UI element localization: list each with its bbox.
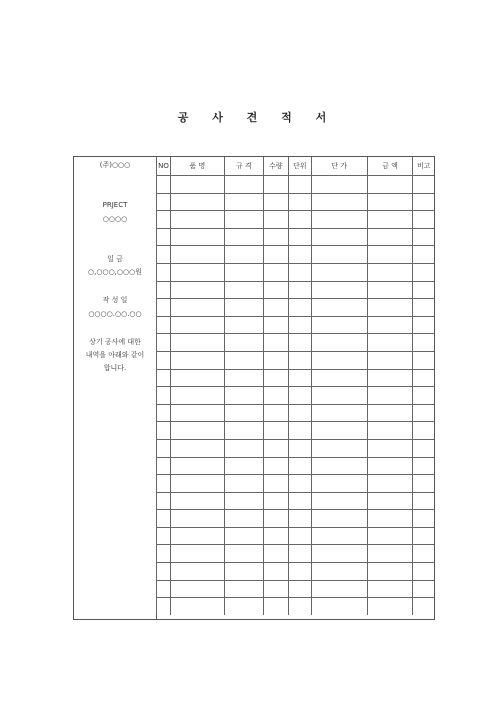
table-cell[interactable] <box>224 334 263 352</box>
summary-panel <box>74 157 157 619</box>
table-cell[interactable] <box>224 580 263 598</box>
table-cell[interactable] <box>288 475 311 493</box>
table-cell[interactable] <box>311 211 367 229</box>
table-cell[interactable] <box>263 387 288 405</box>
table-cell[interactable] <box>263 475 288 493</box>
table-cell[interactable] <box>170 510 224 528</box>
table-cell[interactable] <box>288 439 311 457</box>
table-cell[interactable] <box>367 439 413 457</box>
table-cell[interactable] <box>288 598 311 615</box>
table-cell[interactable] <box>263 598 288 615</box>
table-cell[interactable] <box>288 176 311 194</box>
table-row <box>157 299 435 317</box>
table-row <box>157 492 435 510</box>
table-cell[interactable] <box>413 545 434 563</box>
note-line-1: 상기 공사에 대한 <box>89 338 141 346</box>
table-cell[interactable] <box>170 422 224 440</box>
table-cell[interactable] <box>224 281 263 299</box>
table-cell[interactable] <box>413 299 434 317</box>
table-cell[interactable] <box>263 193 288 211</box>
table-cell[interactable] <box>367 492 413 510</box>
table-cell[interactable] <box>224 316 263 334</box>
amount-value: ○,○○○,○○○원 <box>88 268 142 276</box>
table-cell[interactable] <box>288 422 311 440</box>
table-cell[interactable] <box>413 193 434 211</box>
table-row <box>157 598 435 615</box>
table-cell[interactable] <box>224 457 263 475</box>
table-cell[interactable] <box>157 422 171 440</box>
table-cell[interactable] <box>224 176 263 194</box>
table-cell[interactable] <box>157 193 171 211</box>
table-cell[interactable] <box>367 598 413 615</box>
table-cell[interactable] <box>157 334 171 352</box>
table-cell[interactable] <box>413 492 434 510</box>
table-cell[interactable] <box>311 316 367 334</box>
table-cell[interactable] <box>157 316 171 334</box>
table-cell[interactable] <box>367 228 413 246</box>
table-row <box>157 228 435 246</box>
table-row <box>157 369 435 387</box>
header-unit: 단위 <box>288 157 311 176</box>
table-cell[interactable] <box>224 545 263 563</box>
table-cell[interactable] <box>288 545 311 563</box>
table-cell[interactable] <box>170 457 224 475</box>
header-remarks: 비고 <box>413 157 434 176</box>
table-cell[interactable] <box>288 263 311 281</box>
table-cell[interactable] <box>263 263 288 281</box>
table-cell[interactable] <box>157 246 171 264</box>
estimate-table <box>156 157 434 615</box>
table-cell[interactable] <box>413 510 434 528</box>
document-title: 공 사 견 적 서 <box>177 111 337 124</box>
table-cell[interactable] <box>413 422 434 440</box>
table-cell[interactable] <box>367 545 413 563</box>
estimate-form <box>73 156 435 620</box>
table-cell[interactable] <box>288 404 311 422</box>
table-row <box>157 316 435 334</box>
table-cell[interactable] <box>413 263 434 281</box>
table-cell[interactable] <box>157 439 171 457</box>
table-cell[interactable] <box>367 281 413 299</box>
table-cell[interactable] <box>224 211 263 229</box>
table-cell[interactable] <box>367 527 413 545</box>
table-cell[interactable] <box>413 176 434 194</box>
table-cell[interactable] <box>170 598 224 615</box>
table-cell[interactable] <box>224 387 263 405</box>
table-cell[interactable] <box>367 369 413 387</box>
header-item-name: 품 명 <box>170 157 224 176</box>
table-cell[interactable] <box>263 211 288 229</box>
table-cell[interactable] <box>263 439 288 457</box>
table-cell[interactable] <box>288 281 311 299</box>
table-cell[interactable] <box>311 281 367 299</box>
table-cell[interactable] <box>224 228 263 246</box>
table-cell[interactable] <box>263 316 288 334</box>
table-cell[interactable] <box>288 387 311 405</box>
table-cell[interactable] <box>263 510 288 528</box>
table-cell[interactable] <box>170 475 224 493</box>
table-cell[interactable] <box>288 193 311 211</box>
table-cell[interactable] <box>413 439 434 457</box>
note-line-2: 내역을 아래와 같이 <box>85 351 145 359</box>
table-cell[interactable] <box>413 316 434 334</box>
table-cell[interactable] <box>413 387 434 405</box>
table-row <box>157 527 435 545</box>
table-cell[interactable] <box>413 404 434 422</box>
table-cell[interactable] <box>170 211 224 229</box>
table-cell[interactable] <box>288 492 311 510</box>
table-cell[interactable] <box>263 545 288 563</box>
table-cell[interactable] <box>311 439 367 457</box>
table-row <box>157 246 435 264</box>
table-cell[interactable] <box>263 299 288 317</box>
table-cell[interactable] <box>157 475 171 493</box>
header-unit-price: 단 가 <box>311 157 367 176</box>
table-cell[interactable] <box>157 263 171 281</box>
table-cell[interactable] <box>170 492 224 510</box>
table-cell[interactable] <box>311 422 367 440</box>
table-cell[interactable] <box>170 527 224 545</box>
table-row <box>157 334 435 352</box>
table-cell[interactable] <box>288 299 311 317</box>
table-cell[interactable] <box>367 387 413 405</box>
header-quantity: 수량 <box>263 157 288 176</box>
table-row <box>157 457 435 475</box>
table-cell[interactable] <box>413 598 434 615</box>
table-cell[interactable] <box>263 334 288 352</box>
table-cell[interactable] <box>224 563 263 581</box>
table-cell[interactable] <box>263 580 288 598</box>
table-cell[interactable] <box>263 422 288 440</box>
table-cell[interactable] <box>311 527 367 545</box>
table-cell[interactable] <box>224 404 263 422</box>
table-cell[interactable] <box>311 246 367 264</box>
table-cell[interactable] <box>288 510 311 528</box>
table-cell[interactable] <box>413 369 434 387</box>
table-cell[interactable] <box>367 334 413 352</box>
table-cell[interactable] <box>311 475 367 493</box>
table-cell[interactable] <box>288 316 311 334</box>
table-cell[interactable] <box>413 351 434 369</box>
table-cell[interactable] <box>170 193 224 211</box>
header-spec: 규 격 <box>224 157 263 176</box>
table-cell[interactable] <box>311 228 367 246</box>
table-cell[interactable] <box>367 422 413 440</box>
table-cell[interactable] <box>263 563 288 581</box>
table-cell[interactable] <box>367 316 413 334</box>
table-cell[interactable] <box>224 263 263 281</box>
table-row <box>157 545 435 563</box>
table-cell[interactable] <box>157 387 171 405</box>
table-row <box>157 563 435 581</box>
table-cell[interactable] <box>263 527 288 545</box>
table-cell[interactable] <box>413 580 434 598</box>
table-cell[interactable] <box>311 580 367 598</box>
table-cell[interactable] <box>157 563 171 581</box>
table-cell[interactable] <box>170 316 224 334</box>
table-row <box>157 580 435 598</box>
date-label: 작 성 일 <box>102 296 128 304</box>
table-row <box>157 422 435 440</box>
table-cell[interactable] <box>311 299 367 317</box>
table-cell[interactable] <box>288 527 311 545</box>
table-cell[interactable] <box>170 387 224 405</box>
table-cell[interactable] <box>157 598 171 615</box>
table-cell[interactable] <box>170 580 224 598</box>
table-cell[interactable] <box>224 527 263 545</box>
table-cell[interactable] <box>413 281 434 299</box>
table-cell[interactable] <box>311 263 367 281</box>
table-cell[interactable] <box>367 246 413 264</box>
date-value: ○○○○.○○.○○ <box>88 310 142 318</box>
table-cell[interactable] <box>413 211 434 229</box>
table-cell[interactable] <box>170 334 224 352</box>
table-cell[interactable] <box>288 334 311 352</box>
table-cell[interactable] <box>367 563 413 581</box>
table-cell[interactable] <box>367 404 413 422</box>
table-cell[interactable] <box>157 527 171 545</box>
table-cell[interactable] <box>367 510 413 528</box>
table-cell[interactable] <box>311 193 367 211</box>
table-cell[interactable] <box>288 580 311 598</box>
table-cell[interactable] <box>311 492 367 510</box>
table-cell[interactable] <box>170 369 224 387</box>
table-cell[interactable] <box>367 351 413 369</box>
table-cell[interactable] <box>224 439 263 457</box>
table-cell[interactable] <box>288 351 311 369</box>
table-cell[interactable] <box>263 457 288 475</box>
table-cell[interactable] <box>157 228 171 246</box>
table-cell[interactable] <box>288 246 311 264</box>
table-cell[interactable] <box>263 246 288 264</box>
table-cell[interactable] <box>170 176 224 194</box>
table-cell[interactable] <box>311 351 367 369</box>
table-cell[interactable] <box>157 457 171 475</box>
table-row <box>157 387 435 405</box>
table-row <box>157 510 435 528</box>
table-cell[interactable] <box>263 369 288 387</box>
table-cell[interactable] <box>263 228 288 246</box>
header-amount: 금 액 <box>367 157 413 176</box>
table-cell[interactable] <box>224 246 263 264</box>
table-cell[interactable] <box>367 263 413 281</box>
table-row <box>157 281 435 299</box>
table-cell[interactable] <box>413 527 434 545</box>
table-cell[interactable] <box>367 457 413 475</box>
table-cell[interactable] <box>311 598 367 615</box>
table-cell[interactable] <box>311 176 367 194</box>
table-cell[interactable] <box>224 492 263 510</box>
table-cell[interactable] <box>288 369 311 387</box>
table-cell[interactable] <box>157 545 171 563</box>
table-cell[interactable] <box>413 457 434 475</box>
table-cell[interactable] <box>170 246 224 264</box>
table-cell[interactable] <box>311 563 367 581</box>
table-cell[interactable] <box>157 351 171 369</box>
table-cell[interactable] <box>367 211 413 229</box>
table-row <box>157 176 435 194</box>
table-cell[interactable] <box>224 351 263 369</box>
table-cell[interactable] <box>224 193 263 211</box>
table-cell[interactable] <box>224 510 263 528</box>
table-cell[interactable] <box>311 369 367 387</box>
table-cell[interactable] <box>367 299 413 317</box>
table-cell[interactable] <box>157 299 171 317</box>
table-row <box>157 351 435 369</box>
table-cell[interactable] <box>367 176 413 194</box>
table-cell[interactable] <box>157 211 171 229</box>
table-cell[interactable] <box>170 299 224 317</box>
table-cell[interactable] <box>157 176 171 194</box>
note-line-3: 합니다. <box>103 364 127 372</box>
table-row <box>157 475 435 493</box>
table-cell[interactable] <box>170 563 224 581</box>
project-label: PRJECT <box>102 201 128 209</box>
table-cell[interactable] <box>170 404 224 422</box>
table-row <box>157 211 435 229</box>
amount-label: 일 금 <box>107 255 123 263</box>
table-cell[interactable] <box>311 457 367 475</box>
table-row <box>157 404 435 422</box>
table-cell[interactable] <box>263 404 288 422</box>
table-cell[interactable] <box>157 580 171 598</box>
company-name: (주)○○○ <box>99 161 131 169</box>
table-cell[interactable] <box>157 492 171 510</box>
table-cell[interactable] <box>311 545 367 563</box>
table-cell[interactable] <box>413 228 434 246</box>
table-cell[interactable] <box>367 475 413 493</box>
table-cell[interactable] <box>311 510 367 528</box>
table-cell[interactable] <box>413 246 434 264</box>
table-cell[interactable] <box>224 422 263 440</box>
table-row <box>157 439 435 457</box>
table-cell[interactable] <box>170 545 224 563</box>
table-cell[interactable] <box>311 334 367 352</box>
table-cell[interactable] <box>413 334 434 352</box>
table-cell[interactable] <box>311 387 367 405</box>
table-cell[interactable] <box>288 563 311 581</box>
table-cell[interactable] <box>170 439 224 457</box>
table-cell[interactable] <box>288 457 311 475</box>
table-cell[interactable] <box>170 263 224 281</box>
table-cell[interactable] <box>367 580 413 598</box>
table-row <box>157 263 435 281</box>
table-row <box>157 193 435 211</box>
table-cell[interactable] <box>263 351 288 369</box>
table-cell[interactable] <box>224 598 263 615</box>
table-cell[interactable] <box>224 299 263 317</box>
table-body <box>157 176 435 615</box>
table-cell[interactable] <box>288 228 311 246</box>
table-cell[interactable] <box>157 404 171 422</box>
table-cell[interactable] <box>157 369 171 387</box>
table-header-row <box>157 157 435 176</box>
table-cell[interactable] <box>367 193 413 211</box>
table-cell[interactable] <box>263 281 288 299</box>
table-cell[interactable] <box>170 351 224 369</box>
header-no: NO <box>157 157 171 176</box>
table-cell[interactable] <box>311 404 367 422</box>
table-cell[interactable] <box>170 228 224 246</box>
table-cell[interactable] <box>413 475 434 493</box>
table-cell[interactable] <box>157 281 171 299</box>
table-cell[interactable] <box>157 510 171 528</box>
table-cell[interactable] <box>224 475 263 493</box>
project-value: ○○○○ <box>102 215 128 223</box>
table-cell[interactable] <box>413 563 434 581</box>
table-cell[interactable] <box>288 211 311 229</box>
table-cell[interactable] <box>263 176 288 194</box>
table-cell[interactable] <box>263 492 288 510</box>
table-cell[interactable] <box>170 281 224 299</box>
table-cell[interactable] <box>224 369 263 387</box>
